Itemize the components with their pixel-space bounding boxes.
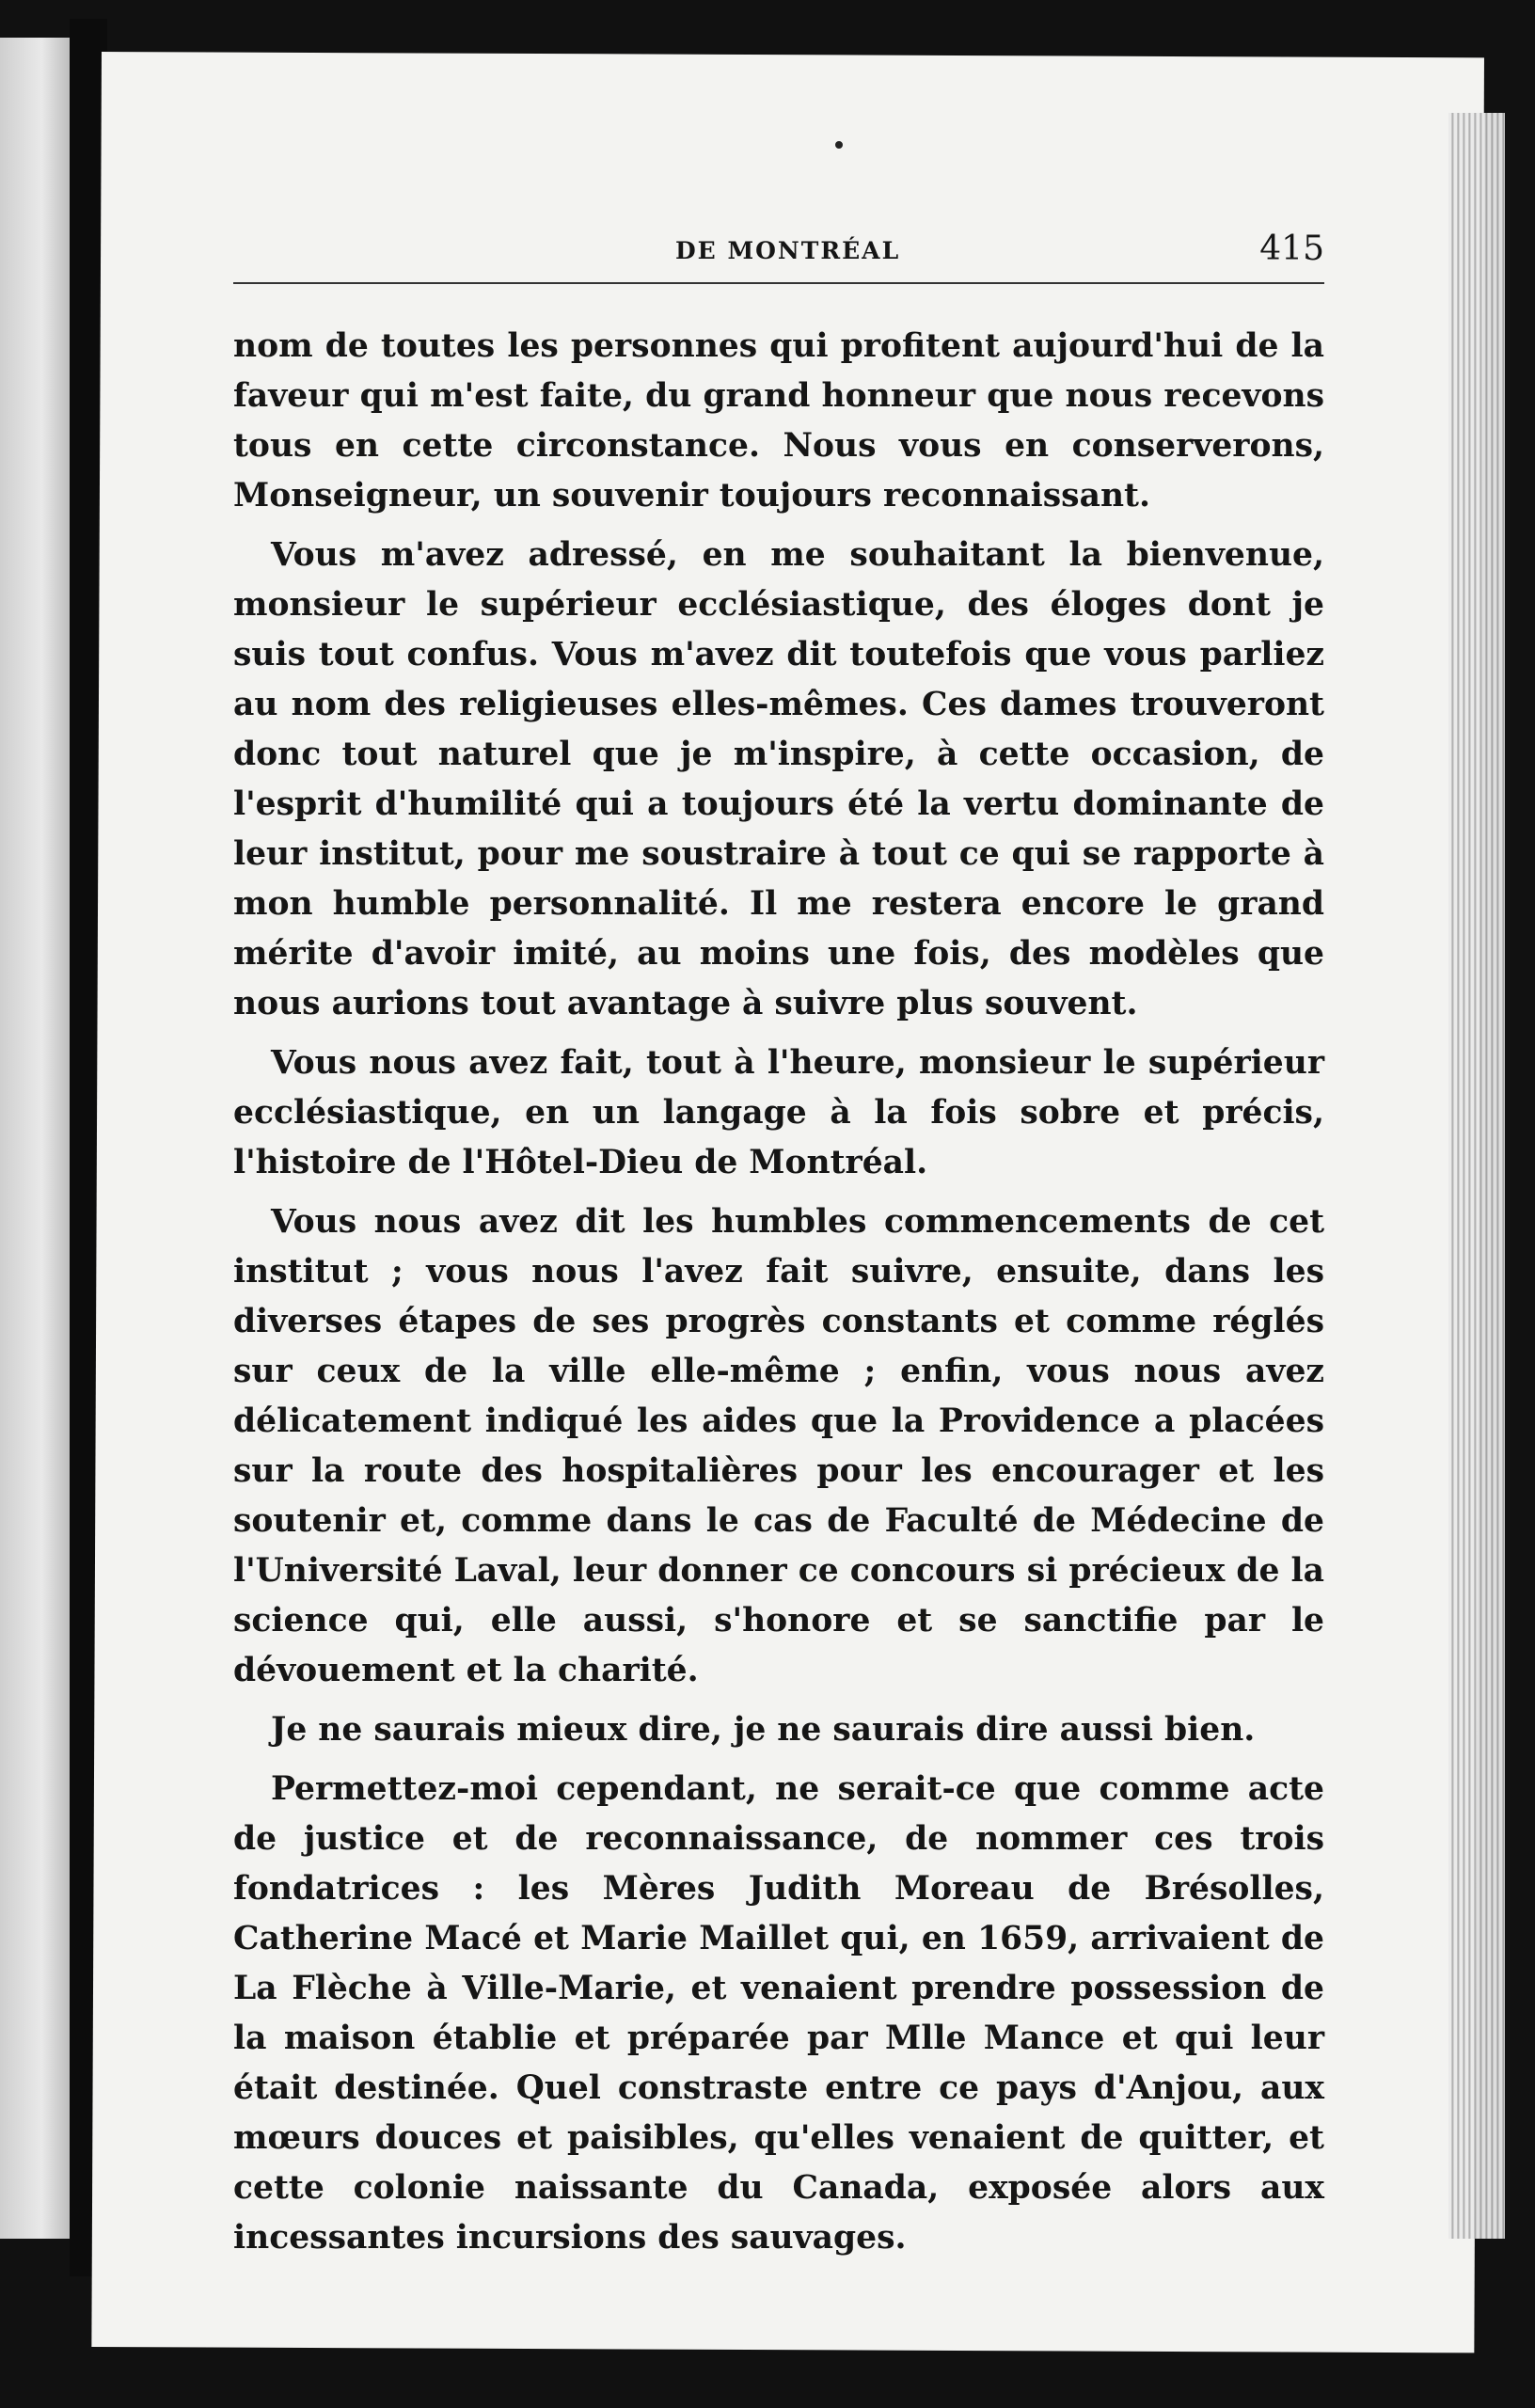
page-content [233, 226, 1324, 2263]
paragraph: Vous m'avez adressé, en me souhaitant la bienvenue, monsieur le supérieur ecclésiastique, des éloges dont je suis tout confus. Vous m'avez dit toutefois que vous parliez au nom des religieuses elles-mêmes. Ces dames trouveront donc tout naturel que je m'inspire, à cette occasion, de l'esprit d'humilité qui a toujours été la vertu dominante de leur institut, pour me soustraire à tout ce qui se rapporte à mon humble personnalité. Il me restera encore le grand mérite d'avoir imité, au moins une fois, des modèles que nous aurions tout avantage à suivre plus souvent. [233, 536, 1324, 1022]
previous-page-edge [0, 38, 70, 2239]
paragraph: Je ne saurais mieux dire, je ne saurais dire aussi bien. [271, 1711, 1256, 1749]
paragraph: nom de toutes les personnes qui profitent aujourd'hui de la faveur qui m'est faite, du grand honneur que nous recevons tous en cette circonstance. Nous vous en conserverons, Monseigneur, un souvenir toujours reconnaissant. [233, 327, 1324, 515]
page-header [233, 226, 1324, 284]
paragraph: Permettez-moi cependant, ne serait-ce que comme acte de justice et de reconnaissance, de nommer ces trois fondatrices : les Mères Judith Moreau de Brésolles, Catherine Macé et Marie Maillet qui, en 1659, arrivaient de La Flèche à Ville-Marie, et venaient prendre possession de la maison établie et préparée par Mlle Mance et qui leur était destinée. Quel constraste entre ce pays d'Anjou, aux mœurs douces et paisibles, qu'elles venaient de quitter, et cette colonie naissante du Canada, exposée alors aux incessantes incursions des sauvages. [233, 1770, 1324, 2257]
paragraph: Vous nous avez fait, tout à l'heure, monsieur le supérieur ecclésiastique, en un langage à la fois sobre et précis, l'histoire de l'Hôtel-Dieu de Montréal. [233, 1044, 1324, 1181]
running-head: DE MONTRÉAL [675, 237, 901, 264]
page-stack-edges [1448, 113, 1505, 2239]
paragraph: Vous nous avez dit les humbles commencements de cet institut ; vous nous l'avez fait suivre, ensuite, dans les diverses étapes de ses progrès constants et comme réglés sur ceux de la ville elle-même ; enfin, vous nous avez délicatement indiqué les aides que la Providence a placées sur la route des hospitalières pour les encourager et les soutenir et, comme dans le cas de Faculté de Médecine de l'Université Laval, leur donner ce concours si précieux de la science qui, elle aussi, s'honore et se sanctifie par le dévouement et la charité. [233, 1203, 1324, 1689]
ink-speck [835, 141, 843, 149]
page-number: 415 [1259, 230, 1324, 268]
body-text [233, 322, 1324, 2263]
